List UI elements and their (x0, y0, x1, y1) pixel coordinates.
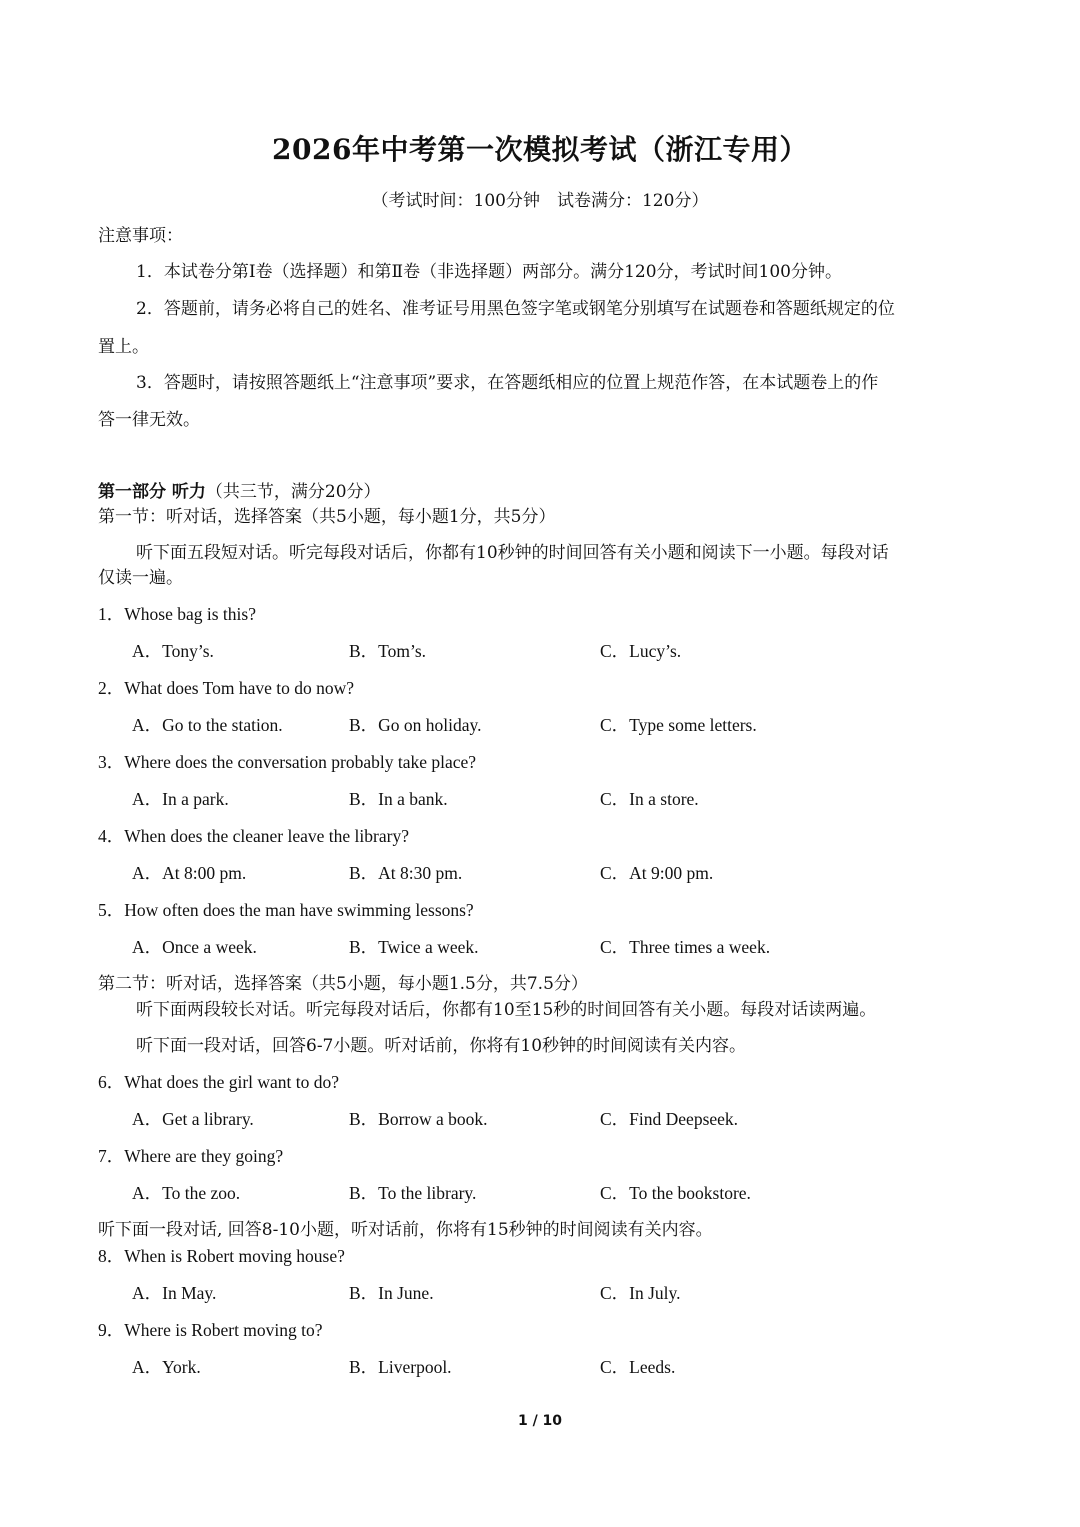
question-4: 4．When does the cleaner leave the library? (98, 826, 409, 846)
option-c: C．To the bookstore. (600, 1183, 751, 1203)
option-c: C．Find Deepseek. (600, 1109, 739, 1129)
dialog-intro: 听下面一段对话，回答6-7小题。听对话前，你将有10秒钟的时间阅读有关内容。 (136, 1036, 747, 1056)
page-title: 2026年中考第一次模拟考试（浙江专用） (272, 133, 808, 166)
section1-instruction: 仅读一遍。 (98, 568, 183, 588)
question-1: 1．Whose bag is this? (98, 604, 256, 624)
part1-title-bold: 第一部分 听力 (98, 482, 206, 502)
option-c: C．In a store. (600, 789, 699, 809)
option-c: C．Three times a week. (600, 937, 771, 957)
option-a: A．At 8:00 pm. (132, 863, 247, 883)
option-b: B．Go on holiday. (349, 715, 482, 735)
dialog-intro: 听下面一段对话, 回答8-10小题，听对话前，你将有15秒钟的时间阅读有关内容。 (98, 1220, 713, 1240)
option-b: B．Borrow a book. (349, 1109, 488, 1129)
question-2: 2．What does Tom have to do now? (98, 678, 355, 698)
option-c: C．At 9:00 pm. (600, 863, 714, 883)
option-b: B．In June. (349, 1283, 434, 1303)
notice-heading: 注意事项： (98, 226, 183, 246)
option-a: A．Tony’s. (132, 641, 214, 661)
option-b: B．Tom’s. (349, 641, 427, 661)
question-3: 3．Where does the conversation probably take place? (98, 752, 477, 772)
option-a: A．Once a week. (132, 937, 257, 957)
page-number: 1 / 10 (517, 1413, 563, 1429)
question-6: 6．What does the girl want to do? (98, 1072, 340, 1092)
section2-instruction: 听下面两段较长对话。听完每段对话后，你都有10至15秒的时间回答有关小题。每段对话读两遍。 (136, 1000, 877, 1020)
notice-item: 置上。 (98, 337, 149, 357)
option-a: A．Get a library. (132, 1109, 254, 1129)
option-c: C．Lucy’s. (600, 641, 682, 661)
question-8: 8．When is Robert moving house? (98, 1246, 345, 1266)
notice-item: 2．答题前，请务必将自己的姓名、准考证号用黑色签字笔或钢笔分别填写在试题卷和答题纸规定的位 (136, 299, 895, 319)
option-b: B．At 8:30 pm. (349, 863, 463, 883)
option-a: A．In May. (132, 1283, 217, 1303)
question-7: 7．Where are they going? (98, 1146, 284, 1166)
question-5: 5．How often does the man have swimming lessons? (98, 900, 474, 920)
exam-info: （考试时间：100分钟 试卷满分：120分） (371, 191, 709, 211)
part1-title (98, 480, 381, 504)
option-c: C．Leeds. (600, 1357, 676, 1377)
option-a: A．In a park. (132, 789, 229, 809)
option-b: B．To the library. (349, 1183, 477, 1203)
option-b: B．In a bank. (349, 789, 448, 809)
option-a: A．York. (132, 1357, 201, 1377)
section1-instruction: 听下面五段短对话。听完每段对话后，你都有10秒钟的时间回答有关小题和阅读下一小题。每段对话 (136, 543, 889, 563)
notice-item: 答一律无效。 (98, 410, 200, 430)
part1-title-rest: （共三节，满分20分） (205, 482, 381, 502)
option-a: A．To the zoo. (132, 1183, 241, 1203)
notice-item: 1．本试卷分第Ⅰ卷（选择题）和第Ⅱ卷（非选择题）两部分。满分120分，考试时间100分钟。 (136, 262, 842, 282)
notice-item: 3．答题时，请按照答题纸上“注意事项”要求，在答题纸相应的位置上规范作答，在本试题卷上的作 (136, 373, 879, 393)
question-9: 9．Where is Robert moving to? (98, 1320, 323, 1340)
option-c: C．Type some letters. (600, 715, 757, 735)
section2-title: 第二节：听对话，选择答案（共5小题，每小题1.5分，共7.5分） (98, 974, 588, 994)
section1-title: 第一节：听对话，选择答案（共5小题，每小题1分，共5分） (98, 507, 556, 527)
option-b: B．Liverpool. (349, 1357, 452, 1377)
option-c: C．In July. (600, 1283, 681, 1303)
option-a: A．Go to the station. (132, 715, 283, 735)
option-b: B．Twice a week. (349, 937, 479, 957)
